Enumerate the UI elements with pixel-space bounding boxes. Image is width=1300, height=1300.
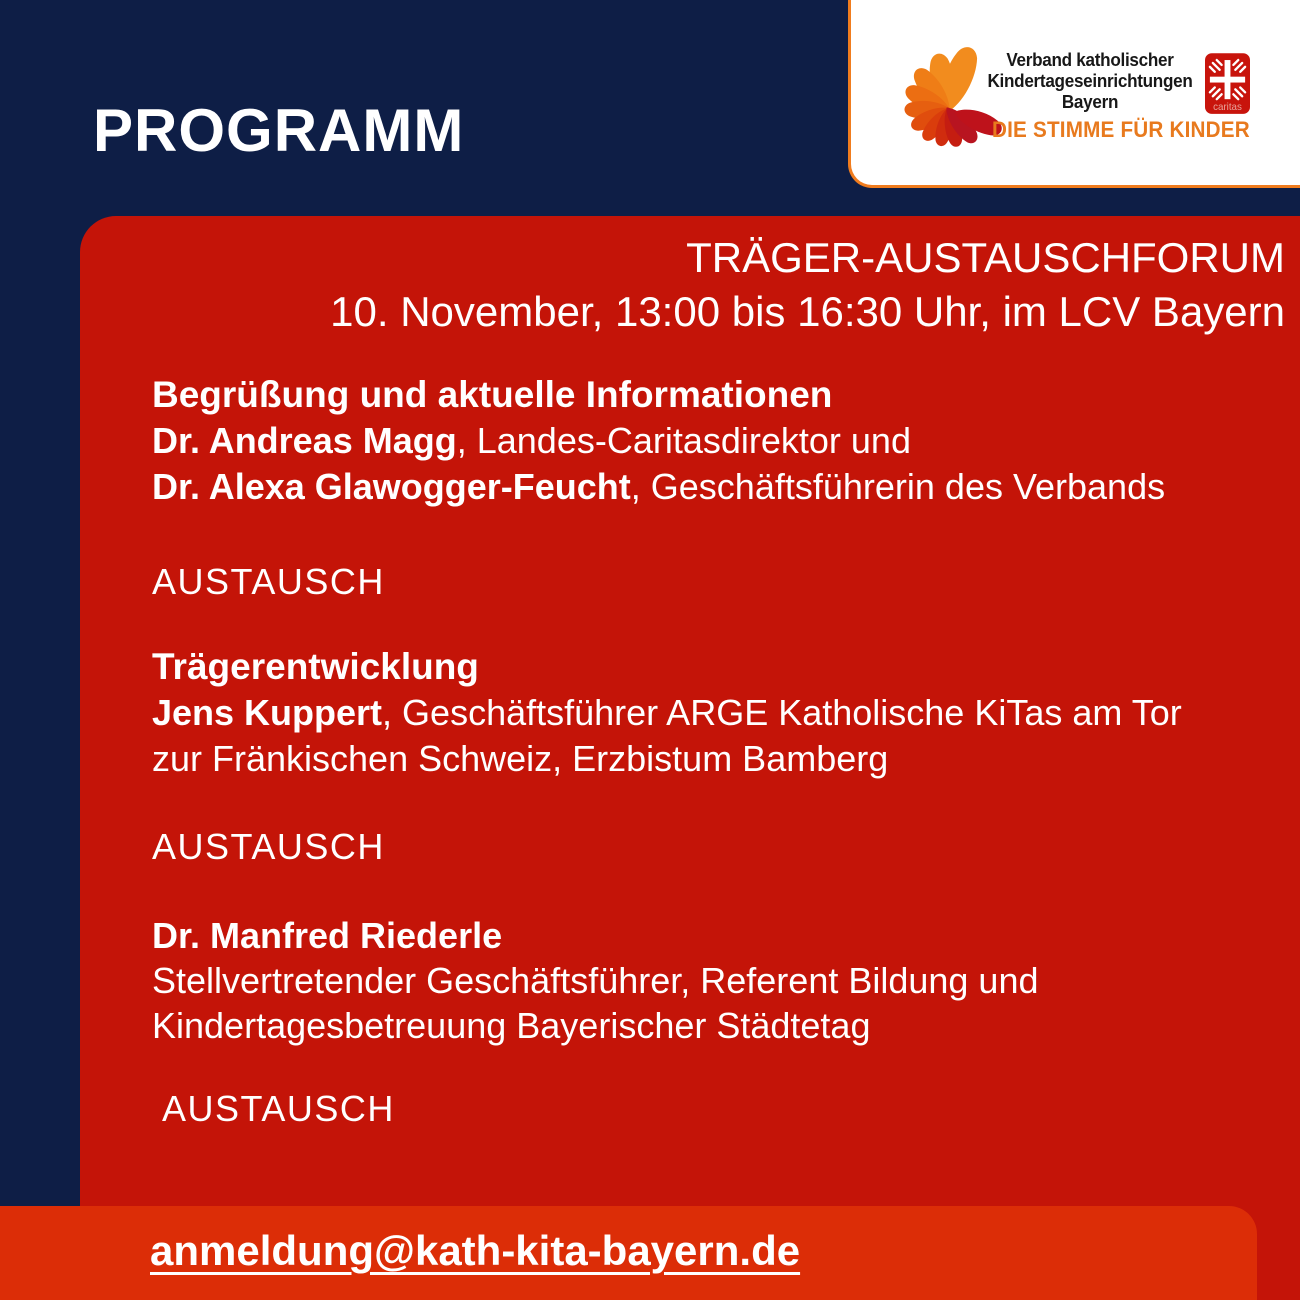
speaker-role: , Geschäftsführer ARGE Katholische KiTas am Tor xyxy=(382,692,1182,733)
event-datetime: 10. November, 13:00 bis 16:30 Uhr, im LCV Bayern xyxy=(330,288,1285,335)
speaker-line xyxy=(152,418,1165,464)
page-title: PROGRAMM xyxy=(93,97,465,164)
session-traegerentwicklung xyxy=(152,644,1182,782)
event-header xyxy=(185,231,1285,339)
logo-box xyxy=(848,0,1300,188)
caritas-wordmark: caritas xyxy=(1213,101,1242,113)
speaker-name: Jens Kuppert xyxy=(152,692,383,733)
session-riederle xyxy=(152,913,1039,1048)
speaker-line xyxy=(152,464,1165,510)
speaker-role-continued: zur Fränkischen Schweiz, Erzbistum Bamberg xyxy=(152,738,889,779)
break-austausch-2: AUSTAUSCH xyxy=(152,826,385,867)
org-name-line2: Kindertageseinrichtungen xyxy=(987,71,1193,91)
session-title: Begrüßung und aktuelle Informationen xyxy=(152,374,833,415)
speaker-name: Dr. Manfred Riederle xyxy=(152,915,503,956)
org-name xyxy=(966,50,1215,113)
org-name-line1: Verband katholischer xyxy=(1006,50,1174,70)
event-title: TRÄGER-AUSTAUSCHFORUM xyxy=(686,234,1285,281)
speaker-name: Dr. Andreas Magg xyxy=(152,420,457,461)
break-austausch-1: AUSTAUSCH xyxy=(152,561,385,602)
speaker-role: , Landes-Caritasdirektor und xyxy=(456,420,911,461)
speaker-line xyxy=(152,690,1182,736)
footer-bar xyxy=(0,1206,1257,1300)
speaker-name: Dr. Alexa Glawogger-Feucht xyxy=(152,466,631,507)
speaker-role-line: Stellvertretender Geschäftsführer, Referent Bildung und xyxy=(152,960,1039,1001)
org-name-line3: Bayern xyxy=(1061,92,1119,112)
session-title: Trägerentwicklung xyxy=(152,646,479,687)
speaker-role-line: Kindertagesbetreuung Bayerischer Städtetag xyxy=(152,1005,871,1046)
speaker-role: , Geschäftsführerin des Verbands xyxy=(630,466,1166,507)
caritas-logo-icon xyxy=(1205,53,1250,116)
break-austausch-3: AUSTAUSCH xyxy=(162,1088,395,1129)
org-tagline: DIE STIMME FÜR KINDER xyxy=(992,117,1250,142)
registration-email-link[interactable]: anmeldung@kath-kita-bayern.de xyxy=(150,1227,801,1274)
session-begruessung xyxy=(152,372,1165,510)
